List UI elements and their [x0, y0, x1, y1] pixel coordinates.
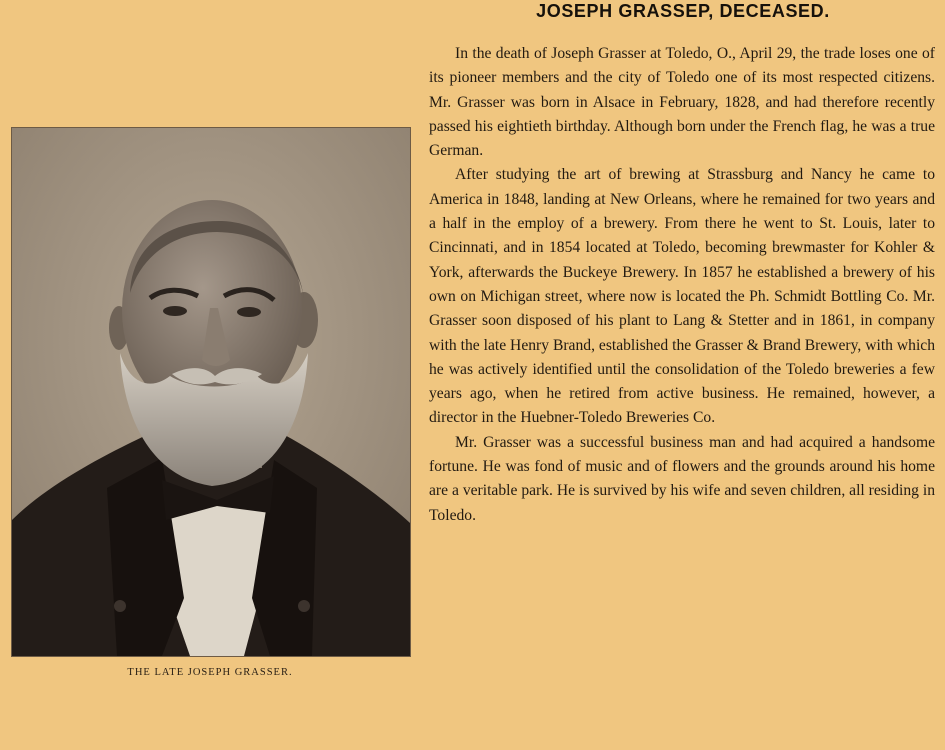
article-body	[429, 42, 935, 528]
article-paragraph: Mr. Grasser was a successful business man and had acquired a handsome fortune. He was fond of music and of flowers and the grounds around his home are a veritable park. He is survived by his wife and seven children, all residing in Toledo.	[429, 433, 935, 524]
article-headline: JOSEPH GRASSEP, DECEASED.	[536, 1, 830, 21]
portrait-photo	[11, 127, 411, 657]
article-paragraph: In the death of Joseph Grasser at Toledo, O., April 29, the trade loses one of its pioneer members and the city of Toledo one of its most respected citizens. Mr. Grasser was born in Alsace in February, 1828, and had therefore recently passed his eightieth birthday. Although born under the French flag, he was a true German.	[429, 45, 935, 160]
article-paragraph: After studying the art of brewing at Strassburg and Nancy he came to America in 1848, landing at New Orleans, where he remained for two years and a half in the employ of a brewery. From there he went to St. Louis, later to Cincinnati, and in 1854 located at Toledo, becoming brewmaster for Kohler & York, afterwards the Buckeye Brewery. In 1857 he established a brewery of his own on Michigan street, where now is located the Ph. Schmidt Bottling Co. Mr. Grasser soon disposed of his plant to Lang & Stetter and in 1861, in company with the late Henry Brand, established the Grasser & Brand Brewery, with which he was actively identified until the consolidation of the Toledo breweries a few years ago, when he retired from active business. He remained, however, a director in the Huebner-Toledo Breweries Co.	[429, 166, 935, 427]
photo-caption: THE LATE JOSEPH GRASSER.	[127, 667, 293, 678]
portrait-illustration	[12, 128, 410, 656]
